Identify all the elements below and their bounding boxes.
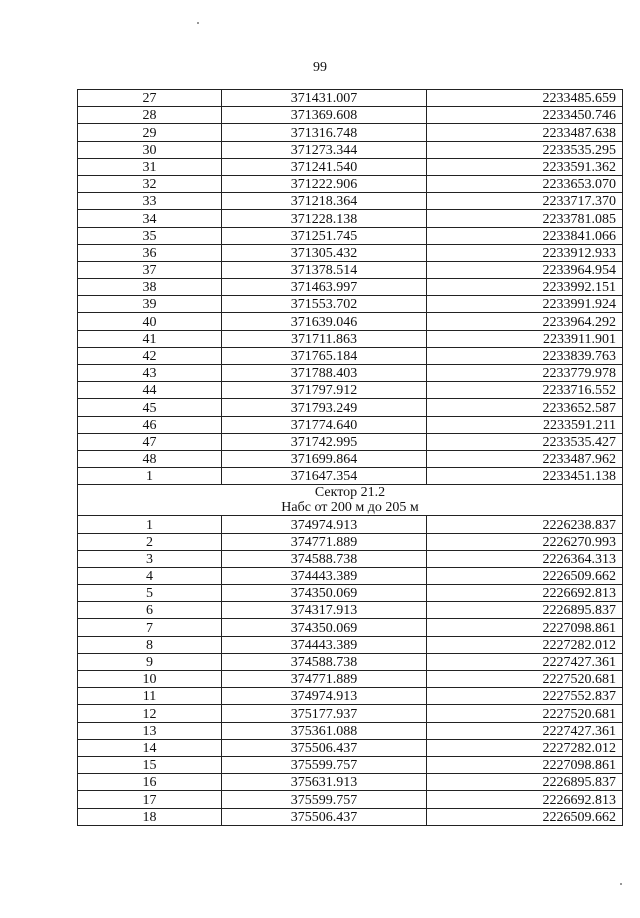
table-row xyxy=(78,774,623,791)
x-coordinate-cell: 374974.913 xyxy=(222,688,427,705)
scan-speck xyxy=(197,22,199,24)
point-number-cell: 48 xyxy=(78,450,222,467)
y-coordinate-cell: 2233535.427 xyxy=(427,433,623,450)
x-coordinate-cell: 371273.344 xyxy=(222,141,427,158)
y-coordinate-cell: 2233652.587 xyxy=(427,399,623,416)
table-row xyxy=(78,227,623,244)
y-coordinate-cell: 2233451.138 xyxy=(427,468,623,485)
y-coordinate-cell: 2233839.763 xyxy=(427,347,623,364)
point-number-cell: 4 xyxy=(78,567,222,584)
x-coordinate-cell: 371797.912 xyxy=(222,382,427,399)
table-row xyxy=(78,296,623,313)
point-number-cell: 17 xyxy=(78,791,222,808)
table-row xyxy=(78,722,623,739)
x-coordinate-cell: 374974.913 xyxy=(222,516,427,533)
y-coordinate-cell: 2227098.861 xyxy=(427,756,623,773)
y-coordinate-cell: 2233716.552 xyxy=(427,382,623,399)
table-row xyxy=(78,585,623,602)
x-coordinate-cell: 371699.864 xyxy=(222,450,427,467)
table-row xyxy=(78,399,623,416)
x-coordinate-cell: 375506.437 xyxy=(222,739,427,756)
point-number-cell: 13 xyxy=(78,722,222,739)
table-row xyxy=(78,313,623,330)
x-coordinate-cell: 371553.702 xyxy=(222,296,427,313)
point-number-cell: 42 xyxy=(78,347,222,364)
x-coordinate-cell: 371218.364 xyxy=(222,193,427,210)
x-coordinate-cell: 371251.745 xyxy=(222,227,427,244)
table-row xyxy=(78,468,623,485)
point-number-cell: 39 xyxy=(78,296,222,313)
x-coordinate-cell: 371463.997 xyxy=(222,279,427,296)
point-number-cell: 27 xyxy=(78,90,222,107)
table-row xyxy=(78,688,623,705)
x-coordinate-cell: 375631.913 xyxy=(222,774,427,791)
table-row xyxy=(78,210,623,227)
x-coordinate-cell: 375506.437 xyxy=(222,808,427,825)
x-coordinate-cell: 375361.088 xyxy=(222,722,427,739)
point-number-cell: 29 xyxy=(78,124,222,141)
table-row xyxy=(78,808,623,825)
point-number-cell: 3 xyxy=(78,550,222,567)
y-coordinate-cell: 2233591.211 xyxy=(427,416,623,433)
y-coordinate-cell: 2233591.362 xyxy=(427,158,623,175)
point-number-cell: 6 xyxy=(78,602,222,619)
y-coordinate-cell: 2227282.012 xyxy=(427,739,623,756)
point-number-cell: 7 xyxy=(78,619,222,636)
sector-heading-cell xyxy=(78,485,623,516)
y-coordinate-cell: 2233992.151 xyxy=(427,279,623,296)
y-coordinate-cell: 2227427.361 xyxy=(427,722,623,739)
point-number-cell: 44 xyxy=(78,382,222,399)
table-row xyxy=(78,433,623,450)
table-row xyxy=(78,619,623,636)
table-row xyxy=(78,450,623,467)
x-coordinate-cell: 374771.889 xyxy=(222,533,427,550)
coordinates-table-body-top xyxy=(78,90,623,485)
point-number-cell: 33 xyxy=(78,193,222,210)
table-row xyxy=(78,90,623,107)
table-row xyxy=(78,382,623,399)
x-coordinate-cell: 371793.249 xyxy=(222,399,427,416)
x-coordinate-cell: 374317.913 xyxy=(222,602,427,619)
point-number-cell: 1 xyxy=(78,516,222,533)
table-row xyxy=(78,739,623,756)
scan-speck xyxy=(620,883,622,885)
x-coordinate-cell: 375599.757 xyxy=(222,756,427,773)
point-number-cell: 9 xyxy=(78,653,222,670)
y-coordinate-cell: 2226692.813 xyxy=(427,791,623,808)
page-number: 99 xyxy=(313,60,327,75)
x-coordinate-cell: 371647.354 xyxy=(222,468,427,485)
y-coordinate-cell: 2233487.962 xyxy=(427,450,623,467)
x-coordinate-cell: 371316.748 xyxy=(222,124,427,141)
point-number-cell: 37 xyxy=(78,261,222,278)
table-row xyxy=(78,330,623,347)
table-row xyxy=(78,158,623,175)
y-coordinate-cell: 2227552.837 xyxy=(427,688,623,705)
x-coordinate-cell: 374443.389 xyxy=(222,636,427,653)
y-coordinate-cell: 2233964.954 xyxy=(427,261,623,278)
y-coordinate-cell: 2233911.901 xyxy=(427,330,623,347)
point-number-cell: 35 xyxy=(78,227,222,244)
point-number-cell: 43 xyxy=(78,365,222,382)
point-number-cell: 30 xyxy=(78,141,222,158)
table-row xyxy=(78,365,623,382)
y-coordinate-cell: 2227282.012 xyxy=(427,636,623,653)
y-coordinate-cell: 2226509.662 xyxy=(427,808,623,825)
x-coordinate-cell: 374443.389 xyxy=(222,567,427,584)
point-number-cell: 45 xyxy=(78,399,222,416)
point-number-cell: 31 xyxy=(78,158,222,175)
x-coordinate-cell: 375177.937 xyxy=(222,705,427,722)
point-number-cell: 46 xyxy=(78,416,222,433)
y-coordinate-cell: 2226270.993 xyxy=(427,533,623,550)
point-number-cell: 28 xyxy=(78,107,222,124)
point-number-cell: 15 xyxy=(78,756,222,773)
table-row xyxy=(78,756,623,773)
point-number-cell: 18 xyxy=(78,808,222,825)
x-coordinate-cell: 371639.046 xyxy=(222,313,427,330)
point-number-cell: 12 xyxy=(78,705,222,722)
y-coordinate-cell: 2226895.837 xyxy=(427,602,623,619)
table-row xyxy=(78,636,623,653)
y-coordinate-cell: 2233487.638 xyxy=(427,124,623,141)
x-coordinate-cell: 374588.738 xyxy=(222,550,427,567)
point-number-cell: 47 xyxy=(78,433,222,450)
x-coordinate-cell: 371788.403 xyxy=(222,365,427,382)
table-row xyxy=(78,347,623,364)
y-coordinate-cell: 2227098.861 xyxy=(427,619,623,636)
point-number-cell: 32 xyxy=(78,175,222,192)
x-coordinate-cell: 371765.184 xyxy=(222,347,427,364)
table-row xyxy=(78,602,623,619)
x-coordinate-cell: 374350.069 xyxy=(222,585,427,602)
table-row xyxy=(78,671,623,688)
point-number-cell: 2 xyxy=(78,533,222,550)
y-coordinate-cell: 2227520.681 xyxy=(427,705,623,722)
y-coordinate-cell: 2226895.837 xyxy=(427,774,623,791)
y-coordinate-cell: 2226238.837 xyxy=(427,516,623,533)
x-coordinate-cell: 374771.889 xyxy=(222,671,427,688)
y-coordinate-cell: 2233485.659 xyxy=(427,90,623,107)
table-row xyxy=(78,791,623,808)
point-number-cell: 16 xyxy=(78,774,222,791)
table-row xyxy=(78,705,623,722)
x-coordinate-cell: 371431.007 xyxy=(222,90,427,107)
point-number-cell: 36 xyxy=(78,244,222,261)
y-coordinate-cell: 2233964.292 xyxy=(427,313,623,330)
y-coordinate-cell: 2226692.813 xyxy=(427,585,623,602)
x-coordinate-cell: 371305.432 xyxy=(222,244,427,261)
point-number-cell: 41 xyxy=(78,330,222,347)
table-row xyxy=(78,550,623,567)
x-coordinate-cell: 371369.608 xyxy=(222,107,427,124)
x-coordinate-cell: 371742.995 xyxy=(222,433,427,450)
x-coordinate-cell: 371774.640 xyxy=(222,416,427,433)
point-number-cell: 10 xyxy=(78,671,222,688)
sector-subtitle: Набс от 200 м до 205 м xyxy=(281,500,419,516)
x-coordinate-cell: 375599.757 xyxy=(222,791,427,808)
sector-heading-row xyxy=(78,485,623,516)
y-coordinate-cell: 2233717.370 xyxy=(427,193,623,210)
point-number-cell: 5 xyxy=(78,585,222,602)
point-number-cell: 34 xyxy=(78,210,222,227)
table-row xyxy=(78,244,623,261)
y-coordinate-cell: 2233653.070 xyxy=(427,175,623,192)
table-row xyxy=(78,175,623,192)
table-row xyxy=(78,107,623,124)
y-coordinate-cell: 2226509.662 xyxy=(427,567,623,584)
table-row xyxy=(78,416,623,433)
y-coordinate-cell: 2227520.681 xyxy=(427,671,623,688)
y-coordinate-cell: 2233450.746 xyxy=(427,107,623,124)
table-row xyxy=(78,516,623,533)
table-row xyxy=(78,193,623,210)
y-coordinate-cell: 2226364.313 xyxy=(427,550,623,567)
coordinates-table-body-bottom xyxy=(78,516,623,825)
x-coordinate-cell: 371222.906 xyxy=(222,175,427,192)
y-coordinate-cell: 2233781.085 xyxy=(427,210,623,227)
x-coordinate-cell: 371378.514 xyxy=(222,261,427,278)
sector-title: Сектор 21.2 xyxy=(314,485,386,501)
table-row xyxy=(78,279,623,296)
point-number-cell: 1 xyxy=(78,468,222,485)
y-coordinate-cell: 2233991.924 xyxy=(427,296,623,313)
y-coordinate-cell: 2227427.361 xyxy=(427,653,623,670)
table-row xyxy=(78,124,623,141)
point-number-cell: 40 xyxy=(78,313,222,330)
x-coordinate-cell: 371228.138 xyxy=(222,210,427,227)
x-coordinate-cell: 371711.863 xyxy=(222,330,427,347)
y-coordinate-cell: 2233912.933 xyxy=(427,244,623,261)
table-row xyxy=(78,653,623,670)
x-coordinate-cell: 374350.069 xyxy=(222,619,427,636)
point-number-cell: 14 xyxy=(78,739,222,756)
x-coordinate-cell: 374588.738 xyxy=(222,653,427,670)
y-coordinate-cell: 2233535.295 xyxy=(427,141,623,158)
point-number-cell: 11 xyxy=(78,688,222,705)
x-coordinate-cell: 371241.540 xyxy=(222,158,427,175)
y-coordinate-cell: 2233841.066 xyxy=(427,227,623,244)
table-row xyxy=(78,141,623,158)
point-number-cell: 8 xyxy=(78,636,222,653)
sector-heading-section xyxy=(78,485,623,516)
table-row xyxy=(78,567,623,584)
y-coordinate-cell: 2233779.978 xyxy=(427,365,623,382)
table-row xyxy=(78,261,623,278)
coordinates-table xyxy=(77,89,623,826)
table-row xyxy=(78,533,623,550)
point-number-cell: 38 xyxy=(78,279,222,296)
